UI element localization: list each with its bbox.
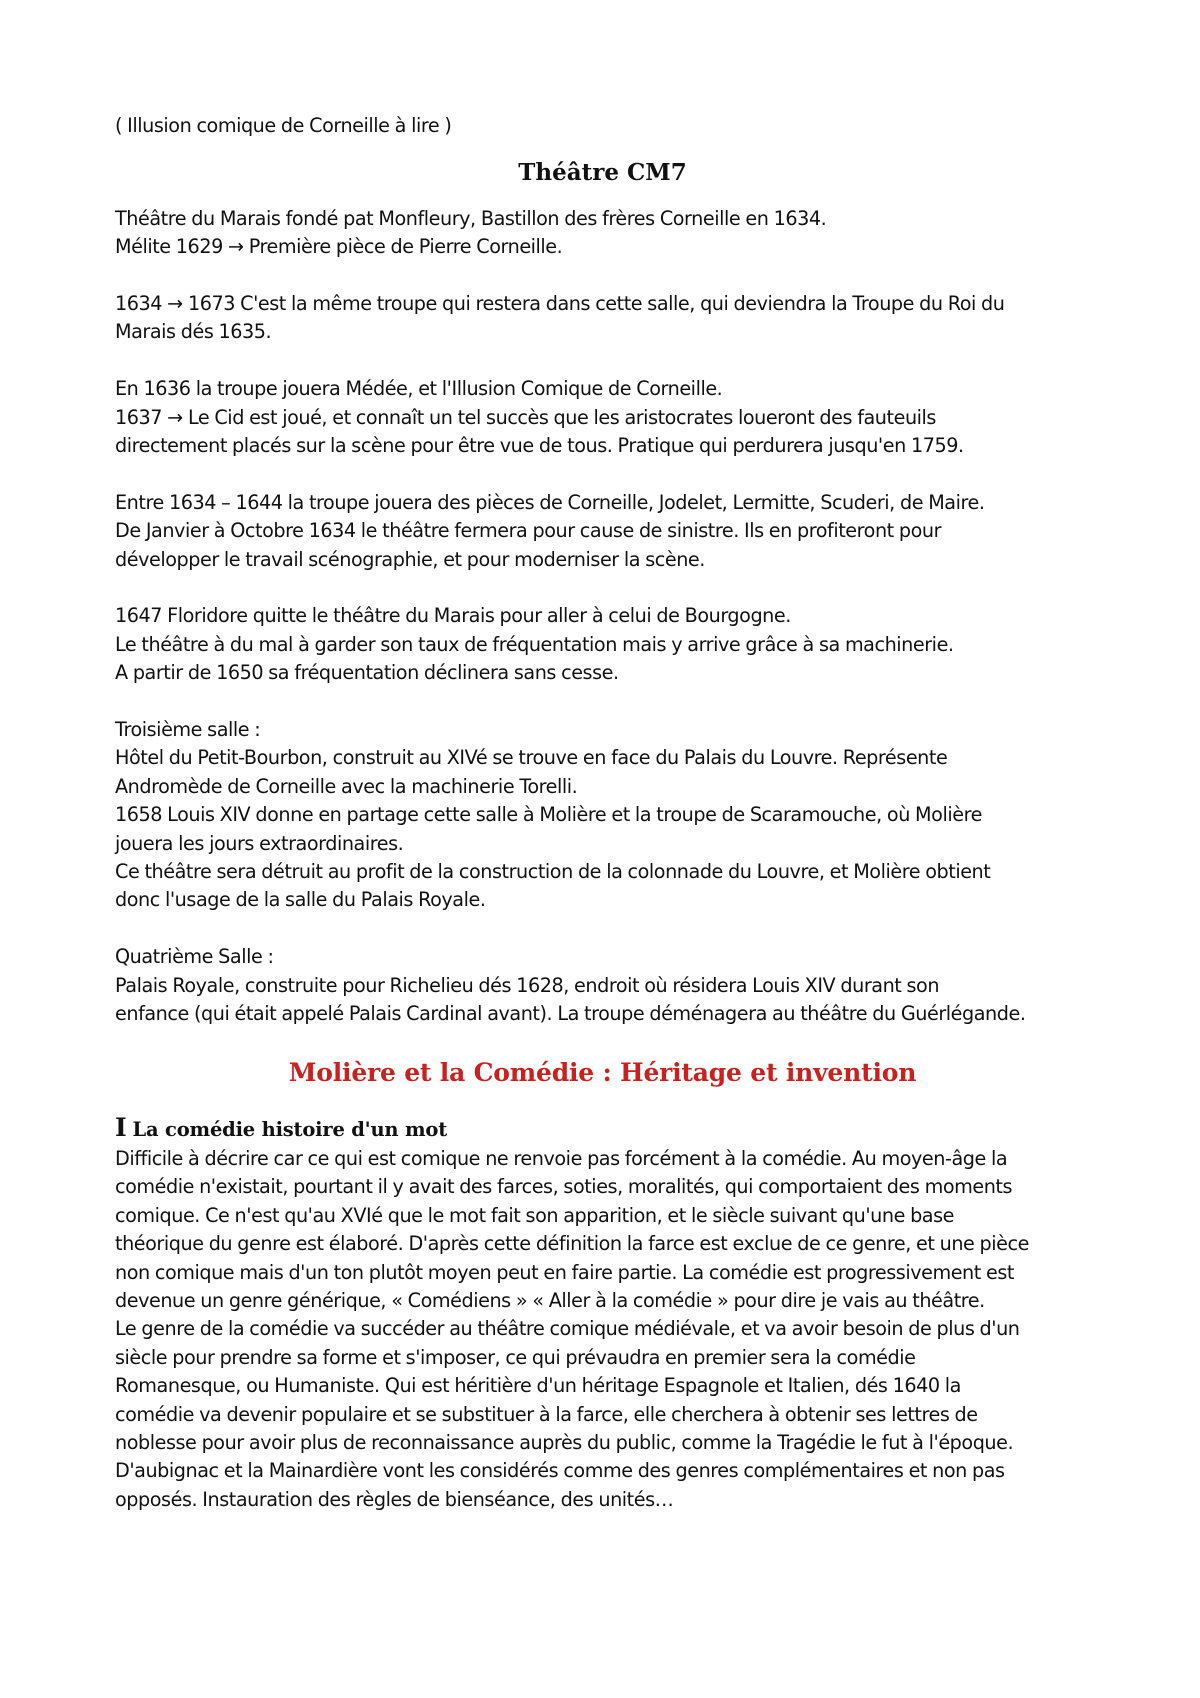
paragraph-line: Hôtel du Petit-Bourbon, construit au XIVé se trouve en face du Palais du Louvre. Représente [115, 746, 948, 770]
paragraph-spacer [115, 347, 1090, 375]
body-line: D'aubignac et la Mainardière vont les considérés comme des genres complémentaires et non pas [115, 1459, 1005, 1483]
subsection-heading-text: La comédie histoire d'un mot [132, 1117, 448, 1141]
paragraph-line: 1658 Louis XIV donne en partage cette salle à Molière et la troupe de Scaramouche, où Molière [115, 803, 982, 827]
body-line: comédie va devenir populaire et se substituer à la farce, elle cherchera à obtenir ses lettres de [115, 1402, 978, 1426]
body-line: noblesse pour avoir plus de reconnaissance auprès du public, comme la Tragédie le fut à l'époque. [115, 1430, 1014, 1454]
paragraph-line: enfance (qui était appelé Palais Cardinal avant). La troupe déménagera au théâtre du Guérlégande. [115, 1002, 1026, 1026]
paragraph-line: Troisième salle : [115, 718, 261, 742]
section-title: Molière et la Comédie : Héritage et invention [288, 1057, 917, 1087]
paragraph-line: Andromède de Corneille avec la machinerie Torelli. [115, 774, 578, 798]
paragraph-line: Quatrième Salle : [115, 945, 274, 969]
paragraph-line: Marais dés 1635. [115, 320, 272, 344]
paragraph-line: développer le travail scénographie, et pour moderniser la scène. [115, 547, 705, 571]
paragraph-spacer [115, 574, 1090, 602]
document-page [115, 112, 1090, 1514]
body-line: siècle pour prendre sa forme et s'imposer, ce qui prévaudra en premier sera la comédie [115, 1345, 916, 1369]
intro-note: ( Illusion comique de Corneille à lire ) [115, 114, 452, 137]
body-line: Romanesque, ou Humaniste. Qui est héritière d'un héritage Espagnole et Italien, dés 1640 la [115, 1374, 961, 1398]
body-line: comédie n'existait, pourtant il y avait des farces, soties, moralités, qui comportaient des moments [115, 1175, 1013, 1199]
paragraph-spacer [115, 688, 1090, 716]
paragraph-line: Théâtre du Marais fondé pat Monfleury, Bastillon des frères Corneille en 1634. [115, 206, 827, 230]
paragraph-line: Le théâtre à du mal à garder son taux de fréquentation mais y arrive grâce à sa machinerie. [115, 632, 954, 656]
paragraphs-container [115, 205, 1090, 1029]
body-line: opposés. Instauration des règles de bienséance, des unités… [115, 1487, 674, 1511]
paragraph-line: directement placés sur la scène pour être vue de tous. Pratique qui perdurera jusqu'en 1759. [115, 434, 964, 458]
subsection-body [115, 1145, 1090, 1514]
paragraph-line: jouera les jours extraordinaires. [115, 831, 404, 855]
paragraph-line: Mélite 1629 → Première pièce de Pierre Corneille. [115, 235, 563, 259]
paragraph-line: 1634 → 1673 C'est la même troupe qui restera dans cette salle, qui deviendra la Troupe du Roi du [115, 292, 1005, 316]
body-line: Le genre de la comédie va succéder au théâtre comique médiévale, et va avoir besoin de plus d'un [115, 1317, 1020, 1341]
paragraph-spacer [115, 460, 1090, 488]
body-line: théorique du genre est élaboré. D'après cette définition la farce est exclue de ce genre, et une pièce [115, 1232, 1029, 1256]
subsection-numeral: I [115, 1112, 127, 1142]
body-line: Difficile à décrire car ce qui est comique ne renvoie pas forcément à la comédie. Au moyen-âge la [115, 1146, 1008, 1170]
paragraph-line: Palais Royale, construite pour Richelieu dés 1628, endroit où résidera Louis XIV durant son [115, 973, 940, 997]
body-line: devenue un genre générique, « Comédiens » « Aller à la comédie » pour dire je vais au théâtre. [115, 1288, 985, 1312]
paragraph-line: Ce théâtre sera détruit au profit de la construction de la colonnade du Louvre, et Molière obtient [115, 860, 991, 884]
paragraph-line: 1637 → Le Cid est joué, et connaît un tel succès que les aristocrates loueront des fauteuils [115, 405, 936, 429]
subsection-heading [115, 1113, 1090, 1145]
paragraph-line: De Janvier à Octobre 1634 le théâtre fermera pour cause de sinistre. Ils en profiteront pour [115, 519, 942, 543]
paragraph-line: Entre 1634 – 1644 la troupe jouera des pièces de Corneille, Jodelet, Lermitte, Scuderi, de Maire. [115, 490, 985, 514]
body-line: non comique mais d'un ton plutôt moyen peut en faire partie. La comédie est progressivement est [115, 1260, 1014, 1284]
paragraph-spacer [115, 915, 1090, 943]
body-line: comique. Ce n'est qu'au XVIé que le mot fait son apparition, et le siècle suivant qu'une base [115, 1203, 955, 1227]
paragraph-line: 1647 Floridore quitte le théâtre du Marais pour aller à celui de Bourgogne. [115, 604, 791, 628]
paragraph-line: En 1636 la troupe jouera Médée, et l'Illusion Comique de Corneille. [115, 377, 723, 401]
paragraph-line: A partir de 1650 sa fréquentation déclinera sans cesse. [115, 661, 619, 685]
paragraph-spacer [115, 262, 1090, 290]
page-title: Théâtre CM7 [518, 159, 687, 187]
paragraph-line: donc l'usage de la salle du Palais Royale. [115, 888, 486, 912]
